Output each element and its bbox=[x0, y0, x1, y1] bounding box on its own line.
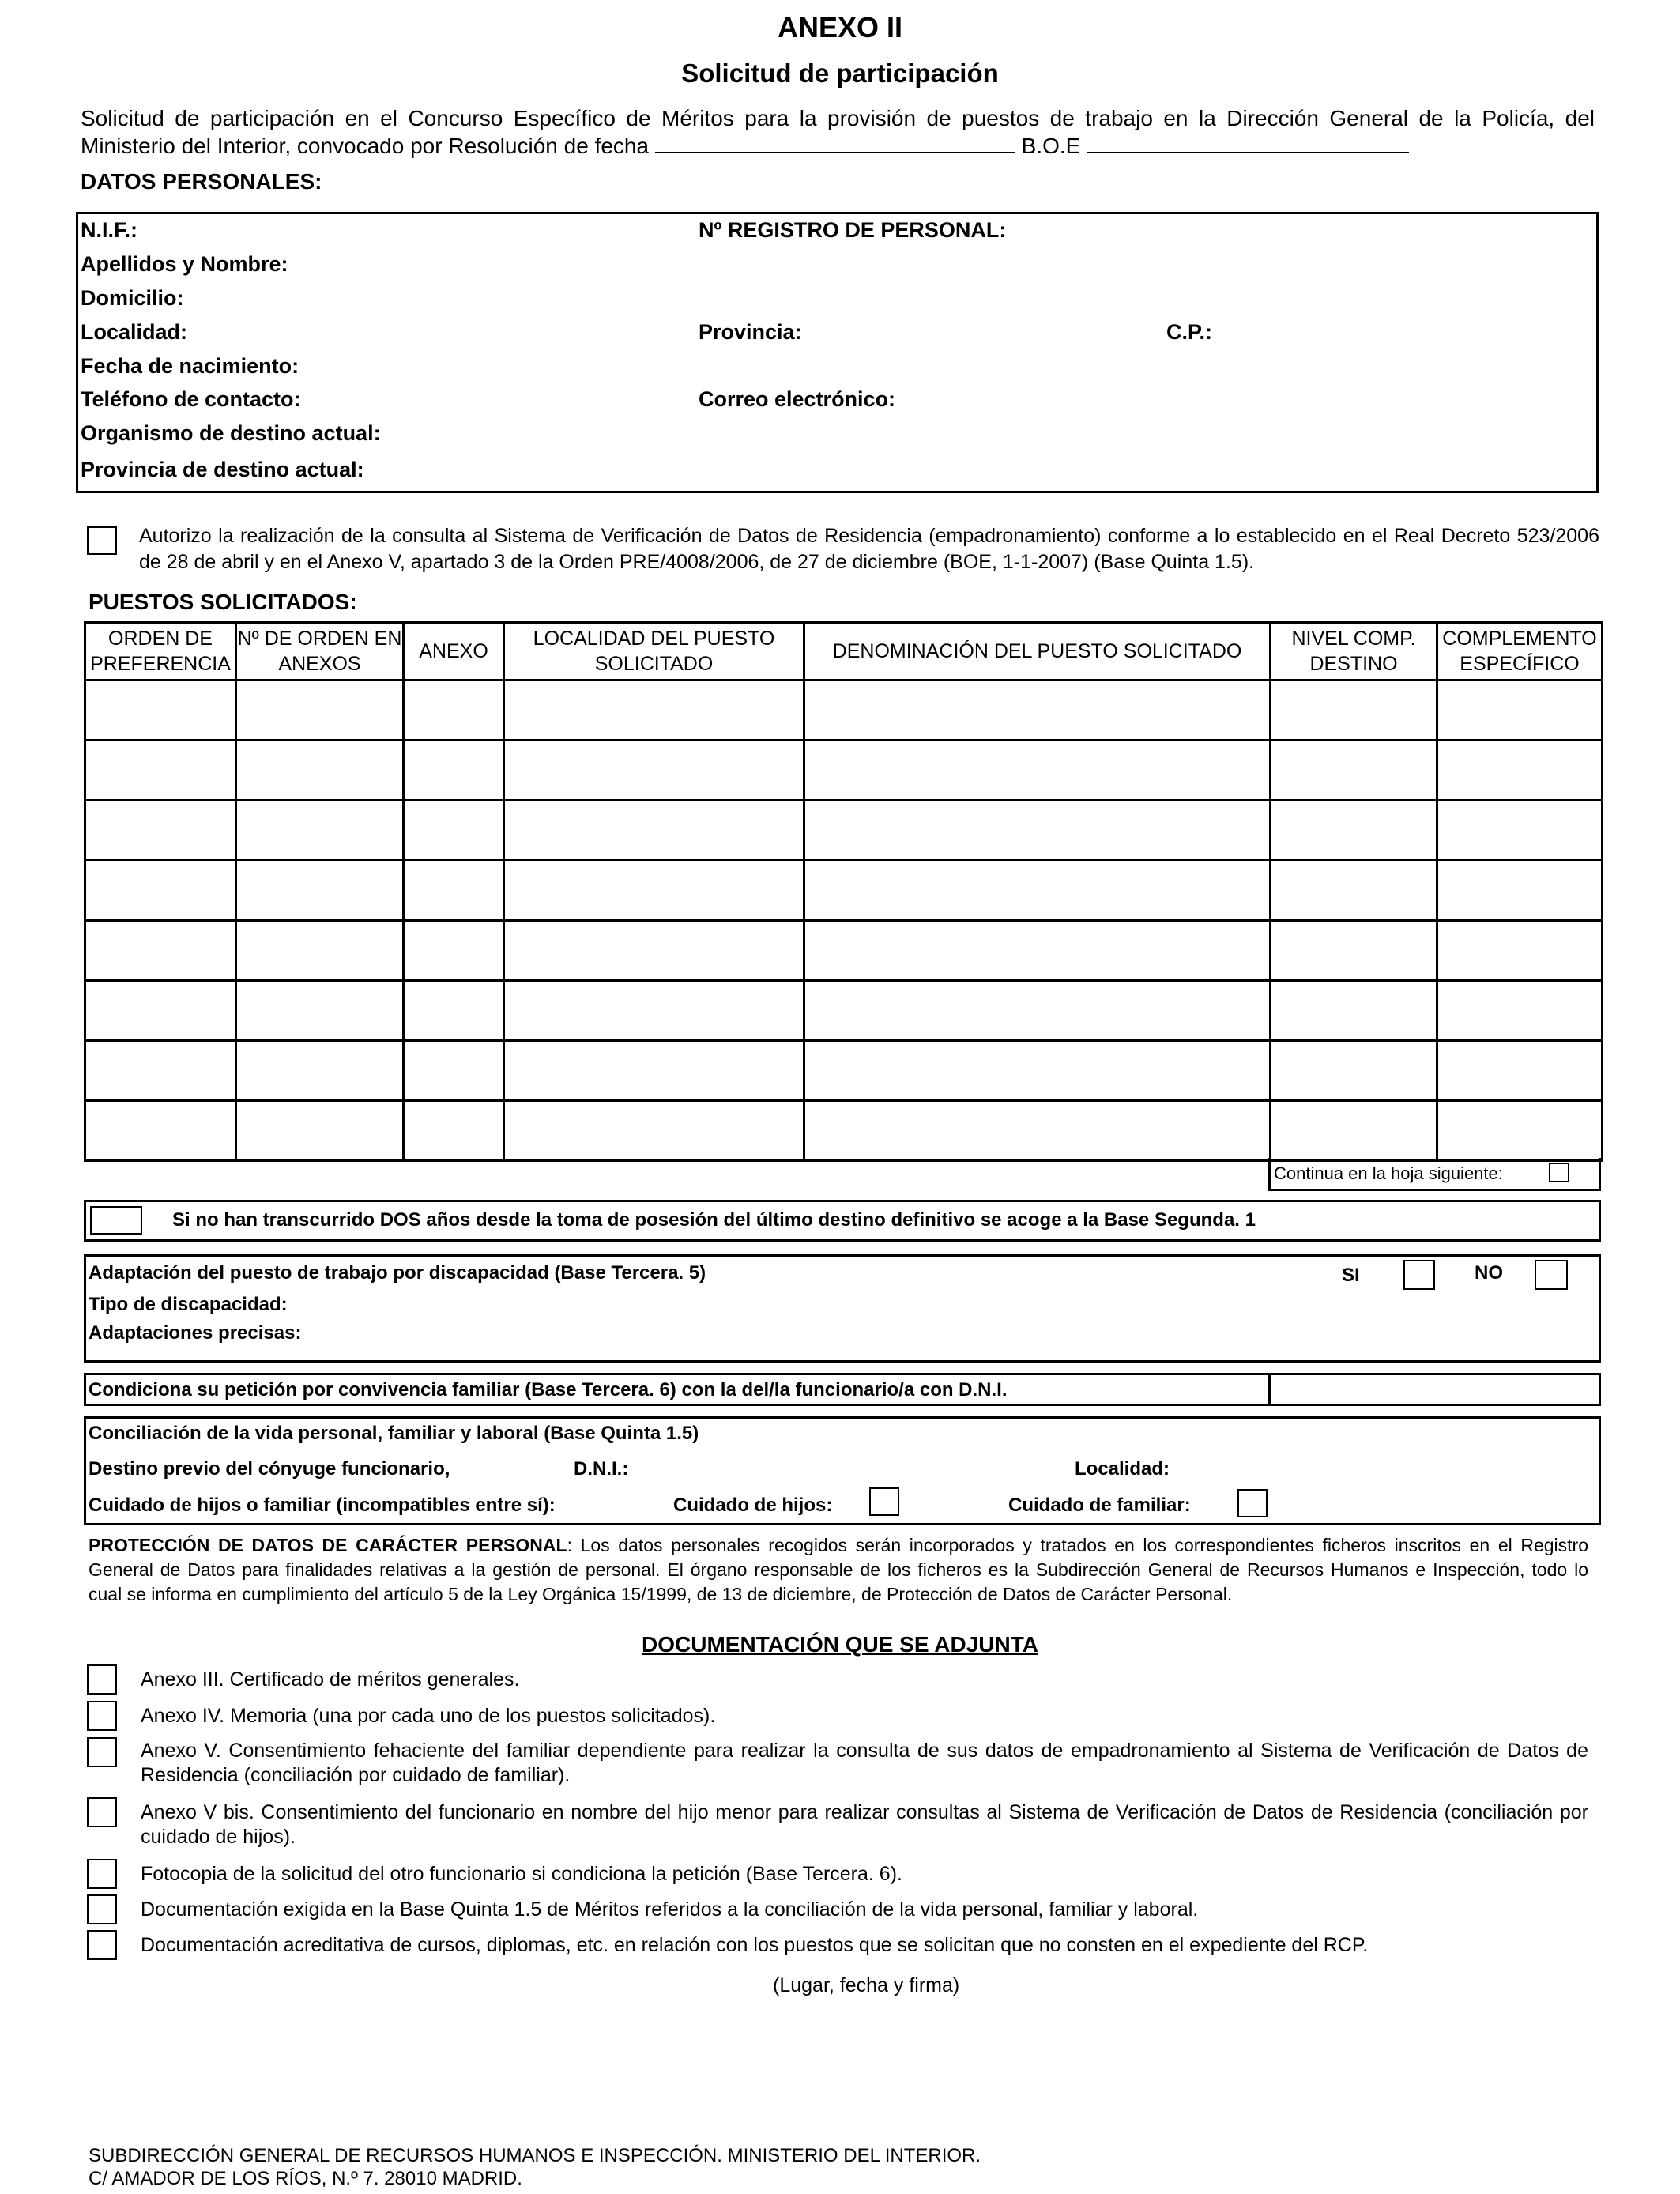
conyuge-localidad-label[interactable]: Localidad: bbox=[1075, 1458, 1170, 1480]
doc-item-text: Documentación acreditativa de cursos, diplomas, etc. en relación con los puestos que se solicitan que no consten en el expediente del RCP. bbox=[141, 1934, 1369, 1956]
table-cell[interactable] bbox=[236, 861, 404, 921]
puestos-heading: PUESTOS SOLICITADOS: bbox=[89, 590, 357, 614]
table-cell[interactable] bbox=[404, 801, 504, 861]
table-cell[interactable] bbox=[504, 921, 804, 981]
registro-personal-label[interactable]: Nº REGISTRO DE PERSONAL: bbox=[699, 218, 1007, 242]
table-cell[interactable] bbox=[804, 680, 1271, 741]
discapacidad-si-checkbox[interactable] bbox=[1403, 1260, 1435, 1290]
table-row bbox=[85, 1101, 1603, 1161]
localidad-label[interactable]: Localidad: bbox=[81, 320, 188, 344]
table-cell[interactable] bbox=[1271, 801, 1437, 861]
conyuge-dni-label[interactable]: D.N.I.: bbox=[574, 1458, 629, 1480]
firma-label: (Lugar, fecha y firma) bbox=[773, 1974, 960, 1996]
doc-item-text: Anexo V bis. Consentimiento del funcionario en nombre del hijo menor para realizar consultas al Sistema de Verificación de Datos de Residencia (conciliación por cuidado de hijos). bbox=[141, 1801, 1588, 1848]
discapacidad-si-label: SI bbox=[1342, 1265, 1360, 1286]
table-cell[interactable] bbox=[1437, 801, 1603, 861]
doc-checkbox[interactable] bbox=[87, 1894, 117, 1924]
domicilio-label[interactable]: Domicilio: bbox=[81, 286, 184, 310]
table-cell[interactable] bbox=[804, 801, 1271, 861]
table-cell[interactable] bbox=[404, 1041, 504, 1101]
table-cell[interactable] bbox=[1271, 921, 1437, 981]
tipo-discapacidad-label[interactable]: Tipo de discapacidad: bbox=[89, 1294, 288, 1315]
destino-previo-label[interactable]: Destino previo del cónyuge funcionario, bbox=[89, 1458, 450, 1480]
table-cell[interactable] bbox=[1271, 741, 1437, 801]
table-cell[interactable] bbox=[85, 981, 236, 1041]
table-cell[interactable] bbox=[504, 801, 804, 861]
doc-checkbox[interactable] bbox=[87, 1737, 117, 1767]
annex-title: ANEXO II bbox=[777, 11, 903, 43]
form-title: Solicitud de participación bbox=[681, 58, 999, 88]
table-cell[interactable] bbox=[236, 1101, 404, 1161]
table-cell[interactable] bbox=[504, 741, 804, 801]
datos-personales-heading: DATOS PERSONALES: bbox=[81, 169, 322, 194]
adaptaciones-label[interactable]: Adaptaciones precisas: bbox=[89, 1322, 302, 1344]
table-row bbox=[85, 861, 1603, 921]
column-header: NIVEL COMP. DESTINO bbox=[1271, 623, 1437, 680]
table-cell[interactable] bbox=[404, 1101, 504, 1161]
table-cell[interactable] bbox=[85, 741, 236, 801]
table-cell[interactable] bbox=[85, 861, 236, 921]
table-cell[interactable] bbox=[236, 680, 404, 741]
puestos-header-row bbox=[85, 623, 1603, 680]
table-cell[interactable] bbox=[85, 801, 236, 861]
column-header: COMPLEMENTO ESPECÍFICO bbox=[1437, 623, 1603, 680]
proteccion-heading: PROTECCIÓN DE DATOS DE CARÁCTER PERSONAL bbox=[89, 1535, 567, 1555]
proteccion-text-1: : Los datos personales recogidos serán incorporados y tratados en los correspondientes ficheros inscritos en el Registro bbox=[567, 1535, 1588, 1555]
table-cell[interactable] bbox=[85, 680, 236, 741]
table-cell[interactable] bbox=[804, 861, 1271, 921]
table-cell[interactable] bbox=[404, 741, 504, 801]
autorizo-text-line-2: de 28 de abril y en el Anexo V, apartado 3 de la Orden PRE/4008/2006, de 27 de diciembre (BOE, 1-1-2007) (Base Quinta 1.5). bbox=[139, 551, 1255, 573]
doc-item-text: Fotocopia de la solicitud del otro funcionario si condiciona la petición (Base Tercera. 6). bbox=[141, 1863, 902, 1885]
table-cell[interactable] bbox=[1271, 861, 1437, 921]
table-row bbox=[85, 741, 1603, 801]
table-cell[interactable] bbox=[1437, 861, 1603, 921]
doc-checkbox[interactable] bbox=[87, 1664, 117, 1695]
doc-item-text: Documentación exigida en la Base Quinta 1.5 de Méritos referidos a la conciliación de la vida personal, familiar y laboral. bbox=[141, 1898, 1199, 1921]
table-cell[interactable] bbox=[804, 1101, 1271, 1161]
convivencia-dni-field[interactable] bbox=[1272, 1375, 1598, 1404]
discapacidad-title: Adaptación del puesto de trabajo por discapacidad (Base Tercera. 5) bbox=[89, 1262, 706, 1284]
table-cell[interactable] bbox=[1271, 1041, 1437, 1101]
provincia-label[interactable]: Provincia: bbox=[699, 320, 802, 344]
table-cell[interactable] bbox=[504, 861, 804, 921]
table-cell[interactable] bbox=[236, 981, 404, 1041]
intro-resolucion-text: Ministerio del Interior, convocado por Resolución de fecha bbox=[81, 134, 650, 158]
table-cell[interactable] bbox=[236, 801, 404, 861]
footer-line-1: SUBDIRECCIÓN GENERAL DE RECURSOS HUMANOS E INSPECCIÓN. MINISTERIO DEL INTERIOR. bbox=[89, 2145, 981, 2166]
doc-checkbox[interactable] bbox=[87, 1701, 117, 1731]
telefono-label[interactable]: Teléfono de contacto: bbox=[81, 387, 301, 411]
autorizo-checkbox[interactable] bbox=[87, 526, 117, 555]
table-row bbox=[85, 801, 1603, 861]
organismo-destino-label[interactable]: Organismo de destino actual: bbox=[81, 421, 381, 445]
table-row bbox=[85, 981, 1603, 1041]
table-cell[interactable] bbox=[236, 921, 404, 981]
column-header: LOCALIDAD DEL PUESTO SOLICITADO bbox=[504, 623, 804, 680]
doc-checkbox[interactable] bbox=[87, 1859, 117, 1889]
doc-checkbox[interactable] bbox=[87, 1930, 117, 1960]
intro-line-2 bbox=[81, 131, 1409, 159]
apellidos-label[interactable]: Apellidos y Nombre: bbox=[81, 252, 288, 276]
cuidado-familiar-checkbox[interactable] bbox=[1237, 1489, 1268, 1517]
table-cell[interactable] bbox=[236, 741, 404, 801]
fecha-resolucion-blank[interactable] bbox=[655, 131, 1015, 153]
provincia-destino-label[interactable]: Provincia de destino actual: bbox=[81, 458, 364, 481]
table-cell[interactable] bbox=[404, 861, 504, 921]
table-cell[interactable] bbox=[804, 741, 1271, 801]
table-cell[interactable] bbox=[504, 1101, 804, 1161]
cuidado-hijos-label: Cuidado de hijos: bbox=[673, 1495, 833, 1516]
column-header: ANEXO bbox=[404, 623, 504, 680]
table-cell[interactable] bbox=[504, 680, 804, 741]
table-cell[interactable] bbox=[1271, 1101, 1437, 1161]
convivencia-label: Condiciona su petición por convivencia familiar (Base Tercera. 6) con la del/la funcionario/a con D.N.I. bbox=[89, 1379, 1008, 1400]
cp-label[interactable]: C.P.: bbox=[1166, 320, 1213, 344]
convivencia-divider bbox=[1268, 1373, 1271, 1406]
table-cell[interactable] bbox=[1437, 1041, 1603, 1101]
continua-label: Continua en la hoja siguiente: bbox=[1274, 1163, 1503, 1183]
cuidado-hijos-checkbox[interactable] bbox=[869, 1487, 899, 1516]
table-cell[interactable] bbox=[85, 1101, 236, 1161]
footer-line-2: C/ AMADOR DE LOS RÍOS, N.º 7. 28010 MADRID. bbox=[89, 2168, 522, 2189]
table-cell[interactable] bbox=[1437, 981, 1603, 1041]
cuidado-label: Cuidado de hijos o familiar (incompatibles entre sí): bbox=[89, 1495, 556, 1516]
doc-item-text: Anexo V. Consentimiento fehaciente del familiar dependiente para realizar la consulta de sus datos de empadronamiento al Sistema de Verificación de Datos de Residencia (conciliación por cuidado de familiar). bbox=[141, 1740, 1588, 1786]
nif-label[interactable]: N.I.F.: bbox=[81, 218, 137, 242]
table-cell[interactable] bbox=[85, 1041, 236, 1101]
table-cell[interactable] bbox=[404, 981, 504, 1041]
table-cell[interactable] bbox=[1437, 1101, 1603, 1161]
table-cell[interactable] bbox=[236, 1041, 404, 1101]
discapacidad-no-label: NO bbox=[1475, 1262, 1503, 1284]
puestos-table bbox=[84, 621, 1603, 1162]
column-header: ORDEN DE PREFERENCIA bbox=[85, 623, 236, 680]
correo-label[interactable]: Correo electrónico: bbox=[699, 387, 896, 411]
cuidado-familiar-label: Cuidado de familiar: bbox=[1008, 1495, 1191, 1516]
table-cell[interactable] bbox=[85, 921, 236, 981]
discapacidad-no-checkbox[interactable] bbox=[1535, 1260, 1568, 1290]
proteccion-line-1 bbox=[89, 1535, 1588, 1556]
intro-line-1: Solicitud de participación en el Concurso Específico de Méritos para la provisión de puestos de trabajo en la Dirección General de la Policía, del bbox=[81, 106, 1595, 130]
documentacion-heading: DOCUMENTACIÓN QUE SE ADJUNTA bbox=[642, 1632, 1038, 1657]
table-row bbox=[85, 1041, 1603, 1101]
base-segunda-checkbox[interactable] bbox=[90, 1206, 142, 1235]
table-cell[interactable] bbox=[1437, 921, 1603, 981]
doc-item-text: Anexo IV. Memoria (una por cada uno de los puestos solicitados). bbox=[141, 1705, 716, 1727]
base-segunda-label: Si no han transcurrido DOS años desde la toma de posesión del último destino definitivo se acoge a la Base Segunda. 1 bbox=[172, 1209, 1256, 1231]
table-cell[interactable] bbox=[804, 1041, 1271, 1101]
table-cell[interactable] bbox=[404, 921, 504, 981]
column-header: DENOMINACIÓN DEL PUESTO SOLICITADO bbox=[804, 623, 1271, 680]
table-cell[interactable] bbox=[1271, 981, 1437, 1041]
doc-checkbox[interactable] bbox=[87, 1797, 117, 1827]
column-header: Nº DE ORDEN EN ANEXOS bbox=[236, 623, 404, 680]
table-cell[interactable] bbox=[804, 921, 1271, 981]
table-cell[interactable] bbox=[504, 1041, 804, 1101]
proteccion-line-2: General de Datos para finalidades relativas a la gestión de personal. El órgano responsable de los ficheros es la Subdirección General de Recursos Humanos e Inspección, todo lo bbox=[89, 1559, 1588, 1580]
doc-item-text: Anexo III. Certificado de méritos generales. bbox=[141, 1668, 520, 1691]
table-cell[interactable] bbox=[404, 680, 504, 741]
personal-data-box bbox=[76, 212, 1599, 493]
table-cell[interactable] bbox=[804, 981, 1271, 1041]
fecha-nacimiento-label[interactable]: Fecha de nacimiento: bbox=[81, 354, 299, 378]
proteccion-line-3: cual se informa en cumplimiento del artículo 5 de la Ley Orgánica 15/1999, de 13 de diciembre, de Protección de Datos de Carácter Personal. bbox=[89, 1584, 1233, 1604]
conciliacion-title: Conciliación de la vida personal, familiar y laboral (Base Quinta 1.5) bbox=[89, 1423, 699, 1444]
table-row bbox=[85, 921, 1603, 981]
table-row bbox=[85, 680, 1603, 741]
table-cell[interactable] bbox=[1271, 680, 1437, 741]
table-cell[interactable] bbox=[1437, 741, 1603, 801]
boe-label: B.O.E bbox=[1021, 134, 1081, 158]
continua-checkbox[interactable] bbox=[1549, 1163, 1569, 1182]
autorizo-text-line-1: Autorizo la realización de la consulta al Sistema de Verificación de Datos de Residencia (empadronamiento) conforme a lo establecido en el Real Decreto 523/2006 bbox=[139, 525, 1599, 547]
boe-blank[interactable] bbox=[1087, 131, 1409, 153]
table-cell[interactable] bbox=[504, 981, 804, 1041]
table-cell[interactable] bbox=[1437, 680, 1603, 741]
